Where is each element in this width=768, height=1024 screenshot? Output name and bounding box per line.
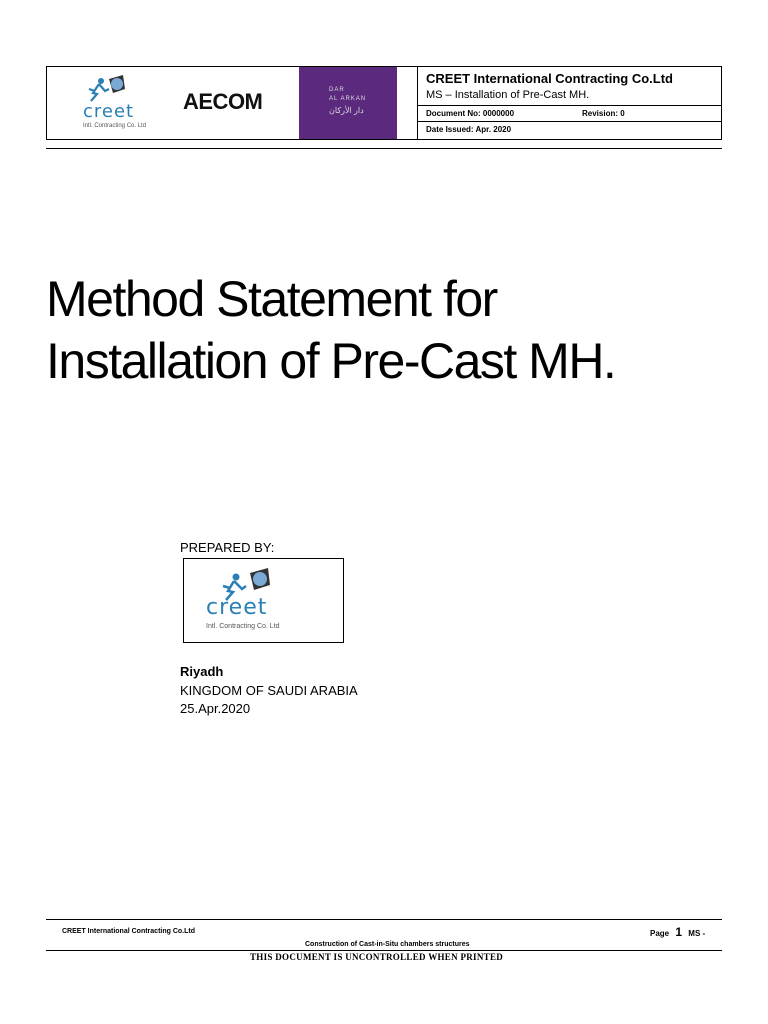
document-header: [46, 66, 722, 140]
creet-logo-word: creet: [83, 101, 135, 122]
footer-rule: [46, 919, 722, 920]
prepared-logo-subtitle: Intl. Contracting Co. Ltd: [206, 623, 280, 630]
date-issued: Date Issued: Apr. 2020: [426, 125, 512, 134]
header-info: [417, 67, 722, 139]
dar-al-arkan-logo: [299, 67, 397, 139]
header-logos: [47, 67, 417, 139]
prepared-by-label: PREPARED BY:: [180, 540, 275, 555]
footer-subtitle: Construction of Cast-in-Situ chambers structures: [305, 941, 470, 948]
city: Riyadh: [180, 664, 224, 679]
page-number: 1: [675, 925, 683, 939]
company-name: CREET International Contracting Co.Ltd: [426, 71, 673, 86]
document-number: Document No: 0000000: [426, 109, 515, 118]
header-divider: [418, 105, 722, 106]
prepared-by-logo: [183, 558, 344, 643]
revision: Revision: 0: [582, 109, 625, 118]
country: KINGDOM OF SAUDI ARABIA: [180, 683, 358, 698]
document-title: [46, 268, 615, 392]
prepared-date: 25.Apr.2020: [180, 701, 251, 716]
footer-company: CREET International Contracting Co.Ltd: [62, 928, 195, 935]
page-label: Page: [650, 929, 670, 938]
footer-page: [650, 925, 705, 939]
ms-title: MS – Installation of Pre-Cast MH.: [426, 89, 590, 101]
header-divider: [418, 121, 722, 122]
footer-rule: [46, 950, 722, 951]
dar-logo-line1: DAR: [329, 87, 345, 93]
header-rule: [46, 148, 722, 149]
title-line-1: Method Statement for: [46, 271, 497, 327]
uncontrolled-warning: THIS DOCUMENT IS UNCONTROLLED WHEN PRINTED: [250, 952, 504, 962]
dar-logo-arabic: دار الأركان: [329, 106, 364, 115]
page-suffix: MS -: [688, 929, 706, 938]
aecom-logo: AECOM: [183, 89, 263, 114]
dar-logo-line2: AL ARKAN: [329, 96, 367, 102]
creet-logo-subtitle: Intl. Contracting Co. Ltd: [83, 123, 147, 129]
title-line-2: Installation of Pre-Cast MH.: [46, 333, 616, 389]
prepared-logo-word: creet: [206, 595, 268, 620]
